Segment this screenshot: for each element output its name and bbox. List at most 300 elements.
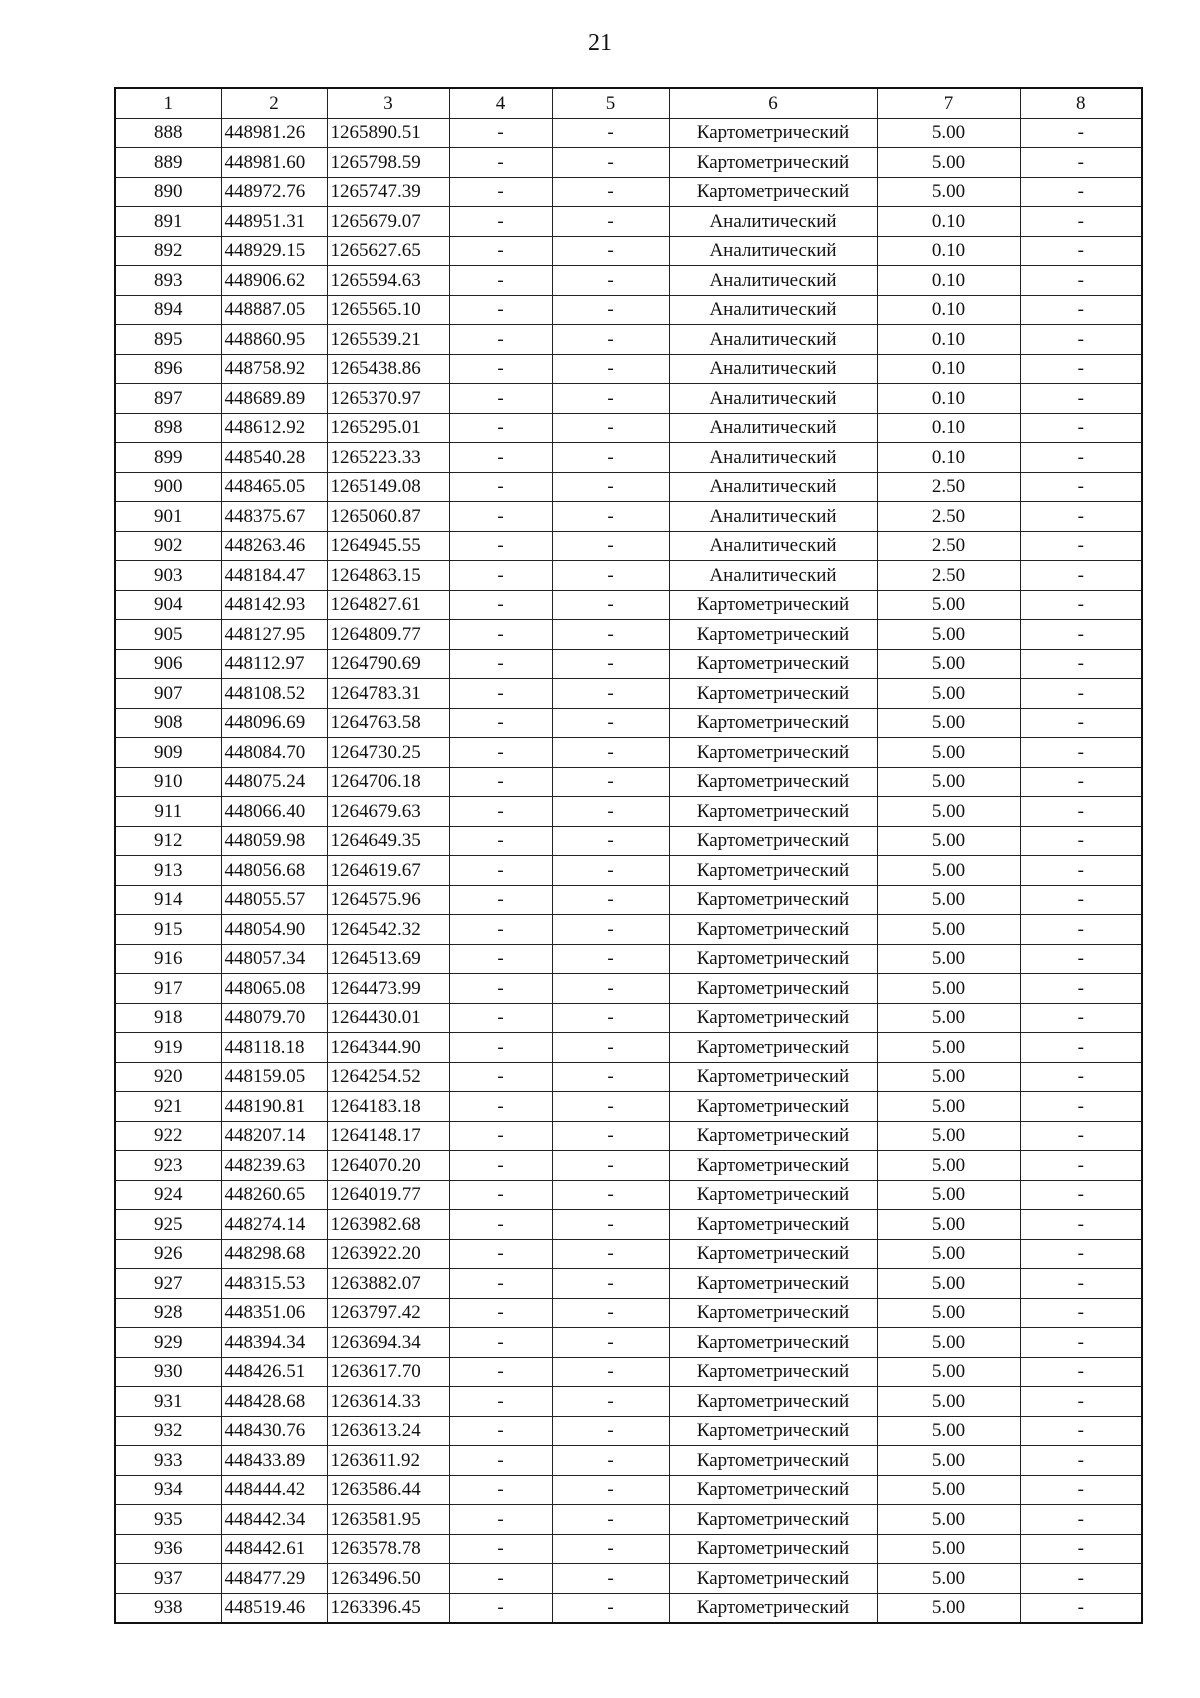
table-header (115, 88, 1142, 118)
col-8-cell: - (1020, 856, 1142, 886)
x-coordinate-cell: 448118.18 (221, 1033, 327, 1063)
method-cell: Картометрический (669, 1121, 877, 1151)
table-row (115, 1505, 1142, 1535)
col-4-cell: - (449, 856, 552, 886)
accuracy-cell: 5.00 (877, 620, 1020, 650)
col-4-cell: - (449, 118, 552, 148)
x-coordinate-cell: 448426.51 (221, 1357, 327, 1387)
table-row (115, 1033, 1142, 1063)
point-number-cell: 902 (115, 531, 221, 561)
col-4-cell: - (449, 1328, 552, 1358)
point-number-cell: 935 (115, 1505, 221, 1535)
table-row (115, 1210, 1142, 1240)
method-cell: Картометрический (669, 885, 877, 915)
col-5-cell: - (552, 384, 669, 414)
y-coordinate-cell: 1263617.70 (327, 1357, 449, 1387)
accuracy-cell: 0.10 (877, 384, 1020, 414)
table-row (115, 354, 1142, 384)
x-coordinate-cell: 448190.81 (221, 1092, 327, 1122)
accuracy-cell: 5.00 (877, 1534, 1020, 1564)
col-5-cell: - (552, 1180, 669, 1210)
x-coordinate-cell: 448465.05 (221, 472, 327, 502)
table-row (115, 649, 1142, 679)
col-5-cell: - (552, 1357, 669, 1387)
x-coordinate-cell: 448084.70 (221, 738, 327, 768)
col-5-cell: - (552, 1416, 669, 1446)
x-coordinate-cell: 448972.76 (221, 177, 327, 207)
method-cell: Картометрический (669, 679, 877, 709)
table-row (115, 885, 1142, 915)
accuracy-cell: 0.10 (877, 207, 1020, 237)
table-row (115, 1298, 1142, 1328)
col-5-cell: - (552, 118, 669, 148)
col-4-cell: - (449, 295, 552, 325)
table-row (115, 1534, 1142, 1564)
method-cell: Картометрический (669, 767, 877, 797)
col-5-cell: - (552, 1151, 669, 1181)
col-4-cell: - (449, 266, 552, 296)
column-header-6: 6 (669, 88, 877, 118)
col-4-cell: - (449, 1534, 552, 1564)
y-coordinate-cell: 1264679.63 (327, 797, 449, 827)
y-coordinate-cell: 1263396.45 (327, 1593, 449, 1623)
point-number-cell: 893 (115, 266, 221, 296)
accuracy-cell: 5.00 (877, 1328, 1020, 1358)
col-4-cell: - (449, 1593, 552, 1623)
col-4-cell: - (449, 1446, 552, 1476)
accuracy-cell: 5.00 (877, 1033, 1020, 1063)
table-row (115, 1593, 1142, 1623)
col-5-cell: - (552, 679, 669, 709)
accuracy-cell: 0.10 (877, 236, 1020, 266)
header-row (115, 88, 1142, 118)
col-8-cell: - (1020, 974, 1142, 1004)
accuracy-cell: 5.00 (877, 1593, 1020, 1623)
col-8-cell: - (1020, 384, 1142, 414)
col-4-cell: - (449, 1505, 552, 1535)
x-coordinate-cell: 448096.69 (221, 708, 327, 738)
col-4-cell: - (449, 885, 552, 915)
x-coordinate-cell: 448260.65 (221, 1180, 327, 1210)
y-coordinate-cell: 1263882.07 (327, 1269, 449, 1299)
method-cell: Картометрический (669, 177, 877, 207)
col-4-cell: - (449, 1180, 552, 1210)
accuracy-cell: 5.00 (877, 679, 1020, 709)
accuracy-cell: 5.00 (877, 1151, 1020, 1181)
method-cell: Аналитический (669, 325, 877, 355)
y-coordinate-cell: 1264863.15 (327, 561, 449, 591)
point-number-cell: 911 (115, 797, 221, 827)
accuracy-cell: 5.00 (877, 944, 1020, 974)
x-coordinate-cell: 448079.70 (221, 1003, 327, 1033)
col-8-cell: - (1020, 1151, 1142, 1181)
method-cell: Картометрический (669, 797, 877, 827)
y-coordinate-cell: 1264809.77 (327, 620, 449, 650)
col-8-cell: - (1020, 443, 1142, 473)
x-coordinate-cell: 448951.31 (221, 207, 327, 237)
x-coordinate-cell: 448127.95 (221, 620, 327, 650)
table-row (115, 620, 1142, 650)
col-4-cell: - (449, 384, 552, 414)
method-cell: Картометрический (669, 708, 877, 738)
y-coordinate-cell: 1263496.50 (327, 1564, 449, 1594)
table-row (115, 443, 1142, 473)
y-coordinate-cell: 1263797.42 (327, 1298, 449, 1328)
point-number-cell: 909 (115, 738, 221, 768)
y-coordinate-cell: 1263578.78 (327, 1534, 449, 1564)
col-5-cell: - (552, 1298, 669, 1328)
col-4-cell: - (449, 177, 552, 207)
col-4-cell: - (449, 1357, 552, 1387)
col-5-cell: - (552, 1505, 669, 1535)
col-4-cell: - (449, 1121, 552, 1151)
table-row (115, 1180, 1142, 1210)
x-coordinate-cell: 448066.40 (221, 797, 327, 827)
accuracy-cell: 5.00 (877, 797, 1020, 827)
point-number-cell: 931 (115, 1387, 221, 1417)
method-cell: Картометрический (669, 1446, 877, 1476)
method-cell: Картометрический (669, 118, 877, 148)
column-header-7: 7 (877, 88, 1020, 118)
col-8-cell: - (1020, 679, 1142, 709)
y-coordinate-cell: 1264183.18 (327, 1092, 449, 1122)
accuracy-cell: 2.50 (877, 561, 1020, 591)
y-coordinate-cell: 1265438.86 (327, 354, 449, 384)
point-number-cell: 933 (115, 1446, 221, 1476)
col-4-cell: - (449, 561, 552, 591)
col-4-cell: - (449, 826, 552, 856)
col-4-cell: - (449, 590, 552, 620)
x-coordinate-cell: 448142.93 (221, 590, 327, 620)
col-4-cell: - (449, 649, 552, 679)
method-cell: Картометрический (669, 1387, 877, 1417)
point-number-cell: 895 (115, 325, 221, 355)
col-8-cell: - (1020, 1593, 1142, 1623)
y-coordinate-cell: 1265149.08 (327, 472, 449, 502)
col-4-cell: - (449, 531, 552, 561)
col-4-cell: - (449, 1003, 552, 1033)
x-coordinate-cell: 448444.42 (221, 1475, 327, 1505)
col-5-cell: - (552, 1446, 669, 1476)
method-cell: Аналитический (669, 443, 877, 473)
method-cell: Картометрический (669, 1239, 877, 1269)
point-number-cell: 900 (115, 472, 221, 502)
table-row (115, 1475, 1142, 1505)
x-coordinate-cell: 448906.62 (221, 266, 327, 296)
y-coordinate-cell: 1265627.65 (327, 236, 449, 266)
col-5-cell: - (552, 1593, 669, 1623)
x-coordinate-cell: 448054.90 (221, 915, 327, 945)
y-coordinate-cell: 1264790.69 (327, 649, 449, 679)
col-5-cell: - (552, 1121, 669, 1151)
y-coordinate-cell: 1264430.01 (327, 1003, 449, 1033)
accuracy-cell: 5.00 (877, 1446, 1020, 1476)
y-coordinate-cell: 1263614.33 (327, 1387, 449, 1417)
accuracy-cell: 5.00 (877, 738, 1020, 768)
col-4-cell: - (449, 797, 552, 827)
method-cell: Аналитический (669, 354, 877, 384)
table-row (115, 295, 1142, 325)
col-8-cell: - (1020, 502, 1142, 532)
col-8-cell: - (1020, 649, 1142, 679)
column-header-8: 8 (1020, 88, 1142, 118)
col-4-cell: - (449, 679, 552, 709)
accuracy-cell: 5.00 (877, 915, 1020, 945)
x-coordinate-cell: 448112.97 (221, 649, 327, 679)
accuracy-cell: 5.00 (877, 1298, 1020, 1328)
y-coordinate-cell: 1264649.35 (327, 826, 449, 856)
method-cell: Картометрический (669, 738, 877, 768)
point-number-cell: 934 (115, 1475, 221, 1505)
x-coordinate-cell: 448315.53 (221, 1269, 327, 1299)
method-cell: Аналитический (669, 531, 877, 561)
y-coordinate-cell: 1263586.44 (327, 1475, 449, 1505)
method-cell: Картометрический (669, 148, 877, 178)
method-cell: Аналитический (669, 413, 877, 443)
x-coordinate-cell: 448059.98 (221, 826, 327, 856)
col-5-cell: - (552, 502, 669, 532)
y-coordinate-cell: 1264619.67 (327, 856, 449, 886)
col-8-cell: - (1020, 1033, 1142, 1063)
x-coordinate-cell: 448351.06 (221, 1298, 327, 1328)
col-8-cell: - (1020, 1121, 1142, 1151)
col-8-cell: - (1020, 1475, 1142, 1505)
method-cell: Картометрический (669, 1593, 877, 1623)
x-coordinate-cell: 448055.57 (221, 885, 327, 915)
x-coordinate-cell: 448065.08 (221, 974, 327, 1004)
table-row (115, 1003, 1142, 1033)
method-cell: Картометрический (669, 1033, 877, 1063)
method-cell: Аналитический (669, 207, 877, 237)
col-5-cell: - (552, 1092, 669, 1122)
y-coordinate-cell: 1265565.10 (327, 295, 449, 325)
x-coordinate-cell: 448298.68 (221, 1239, 327, 1269)
table-row (115, 1269, 1142, 1299)
col-8-cell: - (1020, 1416, 1142, 1446)
col-5-cell: - (552, 236, 669, 266)
accuracy-cell: 2.50 (877, 502, 1020, 532)
col-5-cell: - (552, 738, 669, 768)
point-number-cell: 908 (115, 708, 221, 738)
table-row (115, 826, 1142, 856)
table-row (115, 1446, 1142, 1476)
point-number-cell: 897 (115, 384, 221, 414)
col-8-cell: - (1020, 915, 1142, 945)
x-coordinate-cell: 448442.34 (221, 1505, 327, 1535)
column-header-5: 5 (552, 88, 669, 118)
x-coordinate-cell: 448057.34 (221, 944, 327, 974)
method-cell: Картометрический (669, 856, 877, 886)
table-row (115, 266, 1142, 296)
accuracy-cell: 5.00 (877, 177, 1020, 207)
table-row (115, 561, 1142, 591)
col-5-cell: - (552, 974, 669, 1004)
col-8-cell: - (1020, 472, 1142, 502)
col-8-cell: - (1020, 767, 1142, 797)
x-coordinate-cell: 448207.14 (221, 1121, 327, 1151)
point-number-cell: 901 (115, 502, 221, 532)
col-4-cell: - (449, 738, 552, 768)
col-8-cell: - (1020, 708, 1142, 738)
accuracy-cell: 5.00 (877, 1475, 1020, 1505)
y-coordinate-cell: 1264706.18 (327, 767, 449, 797)
col-5-cell: - (552, 856, 669, 886)
table-row (115, 207, 1142, 237)
col-8-cell: - (1020, 1328, 1142, 1358)
method-cell: Картометрический (669, 1003, 877, 1033)
point-number-cell: 929 (115, 1328, 221, 1358)
accuracy-cell: 5.00 (877, 590, 1020, 620)
col-5-cell: - (552, 325, 669, 355)
method-cell: Картометрический (669, 1092, 877, 1122)
x-coordinate-cell: 448394.34 (221, 1328, 327, 1358)
col-4-cell: - (449, 915, 552, 945)
x-coordinate-cell: 448075.24 (221, 767, 327, 797)
accuracy-cell: 0.10 (877, 266, 1020, 296)
x-coordinate-cell: 448981.60 (221, 148, 327, 178)
col-8-cell: - (1020, 295, 1142, 325)
point-number-cell: 910 (115, 767, 221, 797)
x-coordinate-cell: 448689.89 (221, 384, 327, 414)
point-number-cell: 918 (115, 1003, 221, 1033)
x-coordinate-cell: 448184.47 (221, 561, 327, 591)
method-cell: Аналитический (669, 236, 877, 266)
x-coordinate-cell: 448433.89 (221, 1446, 327, 1476)
col-4-cell: - (449, 1092, 552, 1122)
col-5-cell: - (552, 649, 669, 679)
accuracy-cell: 0.10 (877, 295, 1020, 325)
table-row (115, 148, 1142, 178)
method-cell: Аналитический (669, 502, 877, 532)
y-coordinate-cell: 1264945.55 (327, 531, 449, 561)
col-8-cell: - (1020, 1564, 1142, 1594)
col-4-cell: - (449, 1269, 552, 1299)
method-cell: Картометрический (669, 1416, 877, 1446)
y-coordinate-cell: 1263611.92 (327, 1446, 449, 1476)
x-coordinate-cell: 448239.63 (221, 1151, 327, 1181)
accuracy-cell: 5.00 (877, 1239, 1020, 1269)
col-5-cell: - (552, 1387, 669, 1417)
col-5-cell: - (552, 561, 669, 591)
col-5-cell: - (552, 1269, 669, 1299)
col-4-cell: - (449, 502, 552, 532)
col-5-cell: - (552, 1062, 669, 1092)
col-4-cell: - (449, 443, 552, 473)
col-8-cell: - (1020, 885, 1142, 915)
x-coordinate-cell: 448430.76 (221, 1416, 327, 1446)
point-number-cell: 907 (115, 679, 221, 709)
point-number-cell: 926 (115, 1239, 221, 1269)
accuracy-cell: 0.10 (877, 325, 1020, 355)
col-4-cell: - (449, 1387, 552, 1417)
col-8-cell: - (1020, 236, 1142, 266)
col-5-cell: - (552, 531, 669, 561)
accuracy-cell: 0.10 (877, 354, 1020, 384)
method-cell: Аналитический (669, 384, 877, 414)
col-4-cell: - (449, 1033, 552, 1063)
x-coordinate-cell: 448758.92 (221, 354, 327, 384)
point-number-cell: 930 (115, 1357, 221, 1387)
point-number-cell: 916 (115, 944, 221, 974)
col-5-cell: - (552, 1328, 669, 1358)
col-4-cell: - (449, 472, 552, 502)
y-coordinate-cell: 1264763.58 (327, 708, 449, 738)
col-8-cell: - (1020, 590, 1142, 620)
y-coordinate-cell: 1263694.34 (327, 1328, 449, 1358)
table-row (115, 472, 1142, 502)
table-row (115, 1239, 1142, 1269)
method-cell: Картометрический (669, 1151, 877, 1181)
method-cell: Картометрический (669, 1180, 877, 1210)
table-row (115, 118, 1142, 148)
col-4-cell: - (449, 708, 552, 738)
point-number-cell: 927 (115, 1269, 221, 1299)
table-row (115, 590, 1142, 620)
page-number: 21 (588, 30, 612, 56)
y-coordinate-cell: 1263922.20 (327, 1239, 449, 1269)
table-row (115, 679, 1142, 709)
accuracy-cell: 2.50 (877, 531, 1020, 561)
x-coordinate-cell: 448274.14 (221, 1210, 327, 1240)
point-number-cell: 904 (115, 590, 221, 620)
table-row (115, 1092, 1142, 1122)
accuracy-cell: 5.00 (877, 1357, 1020, 1387)
point-number-cell: 898 (115, 413, 221, 443)
table-row (115, 974, 1142, 1004)
col-4-cell: - (449, 1151, 552, 1181)
table-row (115, 531, 1142, 561)
point-number-cell: 928 (115, 1298, 221, 1328)
y-coordinate-cell: 1264148.17 (327, 1121, 449, 1151)
accuracy-cell: 5.00 (877, 148, 1020, 178)
col-8-cell: - (1020, 738, 1142, 768)
col-5-cell: - (552, 797, 669, 827)
table-row (115, 1387, 1142, 1417)
method-cell: Картометрический (669, 1564, 877, 1594)
col-5-cell: - (552, 708, 669, 738)
method-cell: Картометрический (669, 944, 877, 974)
col-8-cell: - (1020, 148, 1142, 178)
col-4-cell: - (449, 1416, 552, 1446)
col-8-cell: - (1020, 620, 1142, 650)
x-coordinate-cell: 448860.95 (221, 325, 327, 355)
point-number-cell: 905 (115, 620, 221, 650)
col-4-cell: - (449, 1564, 552, 1594)
point-number-cell: 891 (115, 207, 221, 237)
point-number-cell: 923 (115, 1151, 221, 1181)
col-4-cell: - (449, 354, 552, 384)
col-4-cell: - (449, 944, 552, 974)
method-cell: Картометрический (669, 1475, 877, 1505)
y-coordinate-cell: 1264575.96 (327, 885, 449, 915)
method-cell: Картометрический (669, 974, 877, 1004)
y-coordinate-cell: 1265223.33 (327, 443, 449, 473)
col-8-cell: - (1020, 531, 1142, 561)
accuracy-cell: 0.10 (877, 413, 1020, 443)
method-cell: Картометрический (669, 1298, 877, 1328)
col-4-cell: - (449, 325, 552, 355)
method-cell: Картометрический (669, 826, 877, 856)
x-coordinate-cell: 448887.05 (221, 295, 327, 325)
point-number-cell: 915 (115, 915, 221, 945)
method-cell: Картометрический (669, 1357, 877, 1387)
col-8-cell: - (1020, 207, 1142, 237)
table-row (115, 177, 1142, 207)
y-coordinate-cell: 1264019.77 (327, 1180, 449, 1210)
table-row (115, 767, 1142, 797)
table-row (115, 413, 1142, 443)
accuracy-cell: 5.00 (877, 885, 1020, 915)
